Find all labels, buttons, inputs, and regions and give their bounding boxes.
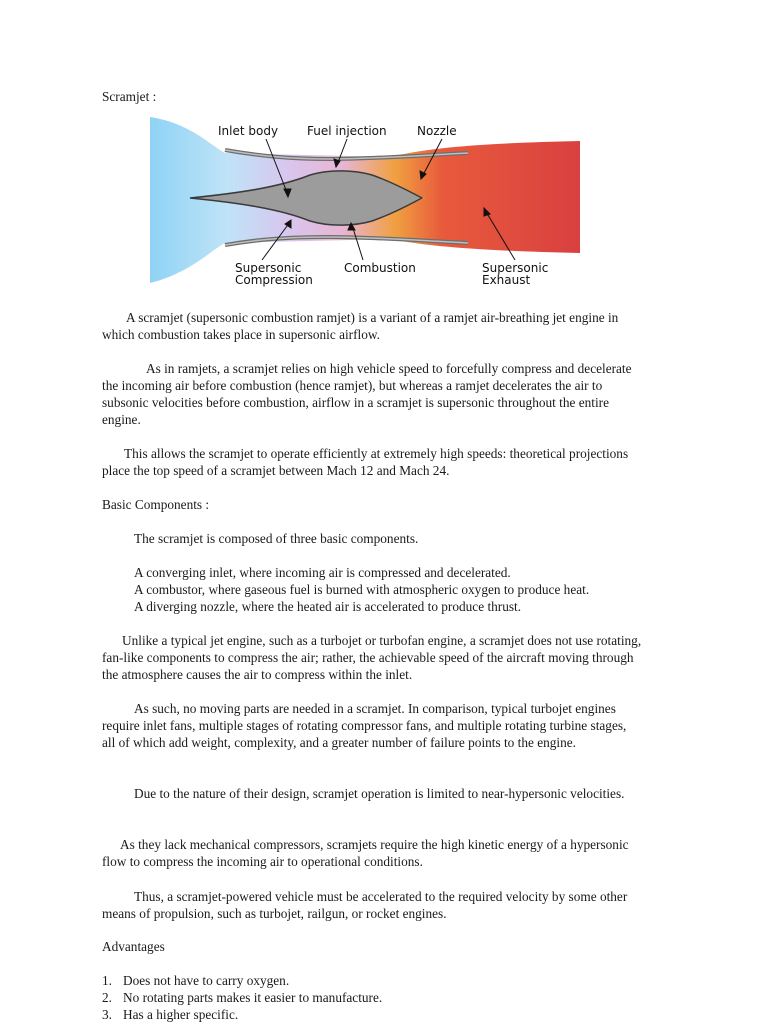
paragraph-ramjet-comparison: As in ramjets, a scramjet relies on high vehicle speed to forcefully compress and decelerate the incoming air before combustion (hence ramjet), but whereas a ramjet decelerates the air to subsonic velocities before combustion, airflow in a scramjet is supersonic throughout the entire engine. xyxy=(102,361,632,427)
advantage-number: 2. xyxy=(102,990,112,1005)
label-supersonic-compression-2: Compression xyxy=(235,273,313,287)
component-item: A combustor, where gaseous fuel is burned with atmospheric oxygen to produce heat. xyxy=(134,582,590,597)
paragraph-no-rotating: Unlike a typical jet engine, such as a turbojet or turbofan engine, a scramjet does not use rotating, fan-like components to compress the air; rather, the achievable speed of the aircraft moving through the atmosphere causes the air to compress within the inlet. xyxy=(102,633,642,682)
paragraph-top-speed: This allows the scramjet to operate efficiently at extremely high speeds: theoretical projections place the top speed of a scramjet between Mach 12 and Mach 24. xyxy=(102,446,629,478)
advantage-item xyxy=(102,1006,238,1023)
page-title: Scramjet : xyxy=(102,89,157,104)
paragraph-definition: A scramjet (supersonic combustion ramjet) is a variant of a ramjet air-breathing jet engine in which combustion takes place in supersonic airflow. xyxy=(102,310,619,342)
advantage-item xyxy=(102,972,289,989)
label-supersonic-compression-1: Supersonic xyxy=(235,261,302,275)
paragraph-acceleration: Thus, a scramjet-powered vehicle must be accelerated to the required velocity by some other means of propulsion, such as turbojet, railgun, or rocket engines. xyxy=(102,889,628,921)
label-inlet-body: Inlet body xyxy=(218,124,279,138)
advantages-heading: Advantages xyxy=(102,939,165,954)
basic-components-heading: Basic Components : xyxy=(102,497,210,512)
paragraph-moving-parts: As such, no moving parts are needed in a scramjet. In comparison, typical turbojet engines require inlet fans, multiple stages of rotating compressor fans, and multiple rotating turbine stages, all of which add weight, complexity, and a greater number of failure points to the engine. xyxy=(102,701,627,750)
advantage-number: 3. xyxy=(102,1007,112,1022)
component-item: A diverging nozzle, where the heated air is accelerated to produce thrust. xyxy=(134,599,522,614)
paragraph-kinetic-energy: As they lack mechanical compressors, scramjets require the high kinetic energy of a hypersonic flow to compress the incoming air to operational conditions. xyxy=(102,837,629,869)
label-supersonic-exhaust-1: Supersonic xyxy=(482,261,549,275)
label-combustion: Combustion xyxy=(344,261,416,275)
advantage-text: Does not have to carry oxygen. xyxy=(123,973,290,988)
advantage-number: 1. xyxy=(102,973,112,988)
advantage-text: Has a higher specific. xyxy=(123,1007,239,1022)
advantage-item xyxy=(102,989,382,1006)
label-fuel-injection: Fuel injection xyxy=(307,124,387,138)
scramjet-diagram xyxy=(150,117,580,289)
component-item: A converging inlet, where incoming air is compressed and decelerated. xyxy=(134,565,511,580)
label-supersonic-exhaust-2: Exhaust xyxy=(482,273,531,287)
paragraph-limited-velocity: Due to the nature of their design, scramjet operation is limited to near-hypersonic velocities. xyxy=(134,786,625,801)
components-intro: The scramjet is composed of three basic components. xyxy=(134,531,419,546)
advantage-text: No rotating parts makes it easier to manufacture. xyxy=(123,990,383,1005)
label-nozzle: Nozzle xyxy=(417,124,457,138)
